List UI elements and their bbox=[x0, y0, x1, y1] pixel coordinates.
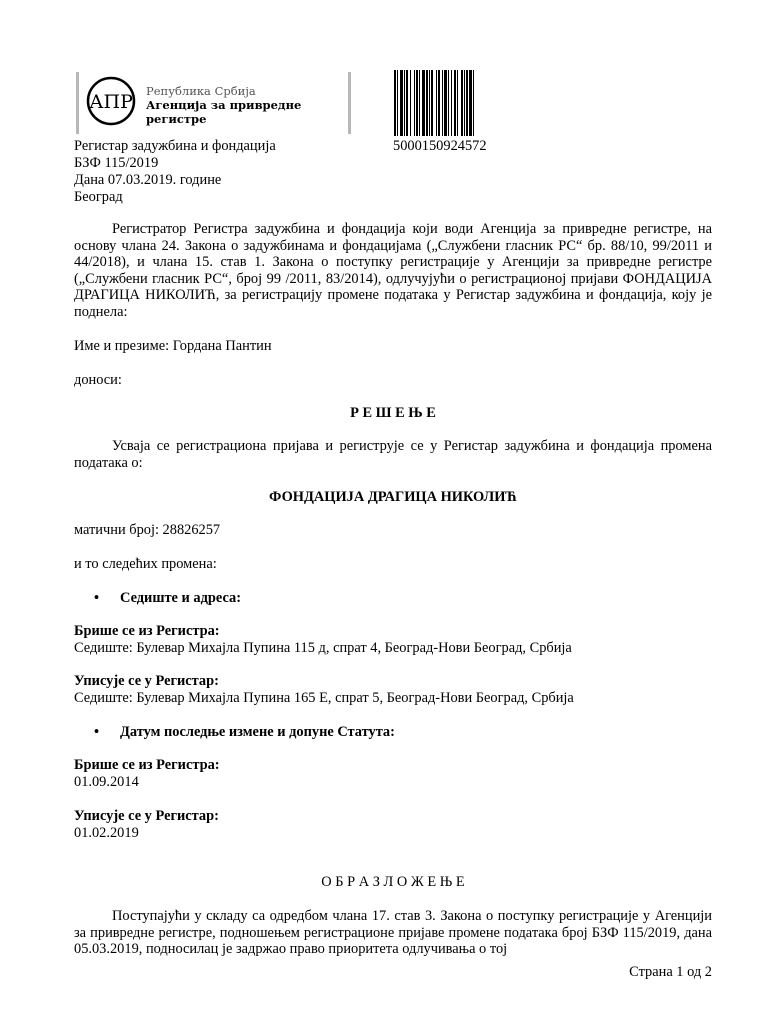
bullet-icon: • bbox=[94, 724, 100, 740]
applicant-line: Име и презиме: Гордана Пантин bbox=[74, 338, 272, 354]
logo-frame-left bbox=[76, 72, 79, 134]
registration-number: матични број: 28826257 bbox=[74, 522, 221, 538]
issues-line: доноси: bbox=[74, 372, 122, 388]
barcode-bar bbox=[466, 70, 468, 136]
page-number: Страна 1 од 2 bbox=[629, 964, 712, 980]
apr-emblem-icon bbox=[85, 75, 137, 127]
barcode-bar bbox=[397, 70, 398, 136]
barcode-bar bbox=[394, 70, 396, 136]
added-label: Уписује се у Регистар: bbox=[74, 673, 219, 689]
decision-title: Р Е Ш Е Њ Е bbox=[350, 405, 436, 421]
bullet-icon: • bbox=[94, 590, 100, 606]
registry-name: Регистар задужбина и фондација bbox=[74, 138, 276, 154]
barcode-bar bbox=[431, 70, 433, 136]
case-number: БЗФ 115/2019 bbox=[74, 155, 159, 171]
reasoning-title: О Б Р А З Л О Ж Е Њ Е bbox=[321, 874, 465, 890]
barcode-bar bbox=[406, 70, 408, 136]
changes-intro: и то следећих промена: bbox=[74, 556, 217, 572]
barcode-bar bbox=[426, 70, 428, 136]
added-label: Уписује се у Регистар: bbox=[74, 808, 219, 824]
intro-paragraph: Регистратор Регистра задужбина и фондација који води Агенција за привредне регистре, на основу члана 24. Закона о задужбинама и фондацијама („Службени гласник РС“ бр. 88/10, 99/2011 и 44/2018), и члана 15. став 1. Закона о поступку регистрације у Агенцији за привредне регистре („Службени гласник РС“, број 99 /2011, 83/2014), одлучујући о регистрационој пријави ФОНДАЦИЈА ДРАГИЦА НИКОЛИЋ, за регистрацију промене података у Регистар задужбина и фондација, коју је поднела: bbox=[74, 221, 712, 320]
removed-value: 01.09.2014 bbox=[74, 774, 139, 790]
barcode-bar bbox=[448, 70, 449, 136]
barcode-bar bbox=[404, 70, 405, 136]
barcode-bar bbox=[438, 70, 440, 136]
barcode-number: 5000150924572 bbox=[393, 138, 487, 154]
barcode-bar bbox=[400, 70, 403, 136]
barcode-bar bbox=[461, 70, 463, 136]
barcode-bar bbox=[436, 70, 437, 136]
barcode-bar bbox=[469, 70, 472, 136]
barcode-bar bbox=[464, 70, 465, 136]
apr-logo bbox=[76, 70, 351, 136]
logo-line-agency: Агенција за привредне регистре bbox=[146, 98, 302, 126]
barcode-bar bbox=[451, 70, 452, 136]
barcode-bar bbox=[442, 70, 443, 136]
document-date: Дана 07.03.2019. године bbox=[74, 172, 222, 188]
barcode-bar bbox=[457, 70, 458, 136]
barcode-bar bbox=[429, 70, 430, 136]
logo-line-republic: Република Србија bbox=[146, 84, 256, 98]
barcode-bar bbox=[454, 70, 456, 136]
change-heading: Датум последње измене и допуне Статута: bbox=[120, 724, 395, 740]
barcode-bar bbox=[422, 70, 425, 136]
change-heading: Седиште и адреса: bbox=[120, 590, 242, 606]
entity-name: ФОНДАЦИЈА ДРАГИЦА НИКОЛИЋ bbox=[269, 489, 517, 505]
decision-paragraph: Усваја се регистрациона пријава и региструје се у Регистар задужбина и фондација промена података о: bbox=[74, 438, 712, 471]
removed-label: Брише се из Регистра: bbox=[74, 757, 220, 773]
added-value: 01.02.2019 bbox=[74, 825, 139, 841]
barcode-bar bbox=[416, 70, 418, 136]
reasoning-paragraph: Поступајући у складу са одредбом члана 17. став 3. Закона о поступку регистрације у Агенцији за привредне регистре, подношењем регистрационе пријаве промене података број БЗФ 115/2019, дана 05.03.2019, подносилац је задржао право приоритета одлучивања о тој bbox=[74, 908, 712, 957]
document-city: Београд bbox=[74, 189, 123, 205]
added-value: Седиште: Булевар Михајла Пупина 165 Е, спрат 5, Београд-Нови Београд, Србија bbox=[74, 690, 574, 706]
logo-mark: АПР bbox=[89, 91, 133, 113]
barcode-bar bbox=[410, 70, 411, 136]
barcode-graphic bbox=[393, 70, 490, 136]
barcode-bar bbox=[419, 70, 420, 136]
removed-value: Седиште: Булевар Михајла Пупина 115 д, спрат 4, Београд-Нови Београд, Србија bbox=[74, 640, 572, 656]
barcode-bar bbox=[414, 70, 415, 136]
barcode-bar bbox=[444, 70, 447, 136]
removed-label: Брише се из Регистра: bbox=[74, 623, 220, 639]
barcode-bar bbox=[473, 70, 474, 136]
